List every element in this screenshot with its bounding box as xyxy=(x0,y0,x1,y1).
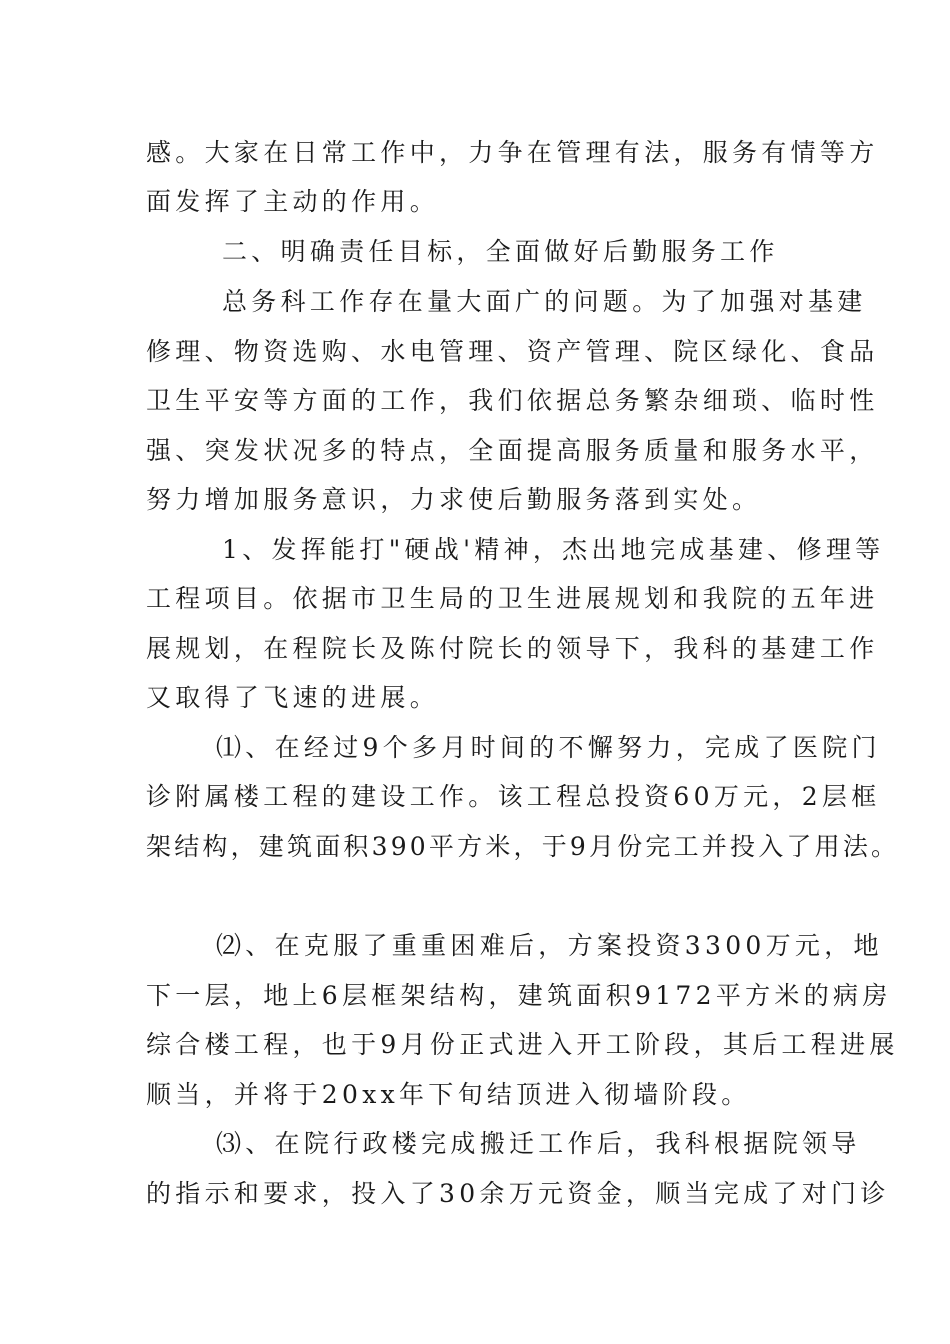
paragraph-line: 强、突发状况多的特点，全面提高服务质量和服务水平， xyxy=(146,436,879,465)
paragraph-line: 的指示和要求，投入了30余万元资金，顺当完成了对门诊 xyxy=(146,1179,890,1208)
paragraph-line: 工程项目。依据市卫生局的卫生进展规划和我院的五年进 xyxy=(146,584,879,613)
paragraph-line: 1、发挥能打"硬战'精神，杰出地完成基建、修理等 xyxy=(222,535,885,564)
paragraph-line: 卫生平安等方面的工作，我们依据总务繁杂细琐、临时性 xyxy=(146,386,879,415)
paragraph-line: 综合楼工程，也于9月份正式进入开工阶段，其后工程进展 xyxy=(146,1030,899,1059)
paragraph-line: 努力增加服务意识，力求使后勤服务落到实处。 xyxy=(146,485,762,514)
paragraph-line: 又取得了飞速的进展。 xyxy=(146,683,440,712)
paragraph-line: 总务科工作存在量大面广的问题。为了加强对基建 xyxy=(222,287,867,316)
paragraph-line: ⑶、在院行政楼完成搬迁工作后，我科根据院领导 xyxy=(216,1129,861,1158)
paragraph-line: 架结构，建筑面积390平方米，于9月份完工并投入了用法。 xyxy=(146,832,900,861)
paragraph-line: 顺当，并将于20xx年下旬结顶进入彻墙阶段。 xyxy=(146,1080,751,1109)
paragraph-line: 修理、物资选购、水电管理、资产管理、院区绿化、食品 xyxy=(146,337,879,366)
paragraph-line: 下一层，地上6层框架结构，建筑面积9172平方米的病房 xyxy=(146,981,892,1010)
paragraph-line: 面发挥了主动的作用。 xyxy=(146,187,440,216)
paragraph-line: 感。大家在日常工作中，力争在管理有法，服务有情等方 xyxy=(146,138,879,167)
section-heading: 二、明确责任目标，全面做好后勤服务工作 xyxy=(222,237,779,266)
paragraph-line: ⑵、在克服了重重困难后，方案投资3300万元，地 xyxy=(216,931,883,960)
paragraph-line: ⑴、在经过9个多月时间的不懈努力，完成了医院门 xyxy=(216,733,881,762)
paragraph-line: 展规划，在程院长及陈付院长的领导下，我科的基建工作 xyxy=(146,634,879,663)
paragraph-line: 诊附属楼工程的建设工作。该工程总投资60万元，2层框 xyxy=(146,782,881,811)
